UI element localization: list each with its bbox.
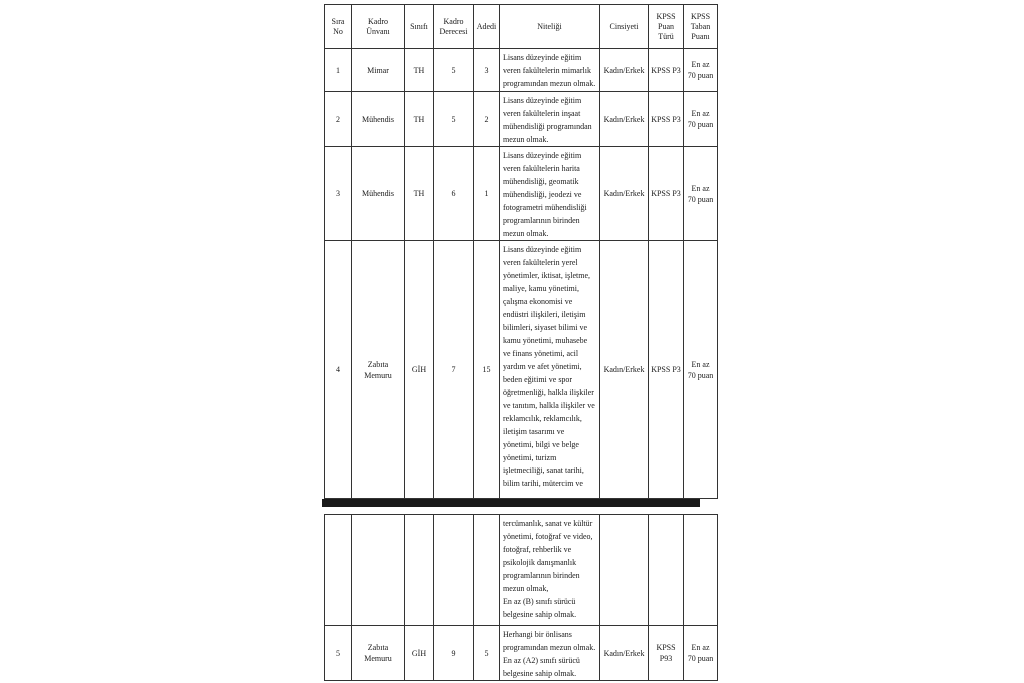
cell-sira-no: 1 (325, 49, 352, 92)
header-kpss-puan-turu: KPSS Puan Türü (649, 5, 684, 49)
cell-adedi: 3 (474, 49, 500, 92)
job-table-page-1 (324, 4, 718, 499)
header-sinifi: Sınıfı (405, 5, 434, 49)
cell-cinsiyeti: Kadın/Erkek (600, 92, 649, 147)
cell-adedi (474, 515, 500, 626)
cell-kpss-taban-puani (684, 515, 718, 626)
cell-niteligi: Herhangi bir önlisans programından mezun olmak. En az (A2) sınıfı sürücü belgesine sahip olmak. (500, 626, 600, 681)
cell-adedi: 5 (474, 626, 500, 681)
header-cinsiyeti: Cinsiyeti (600, 5, 649, 49)
cell-kadro-derecesi: 5 (434, 92, 474, 147)
cell-kpss-taban-puani: En az 70 puan (684, 49, 718, 92)
cell-sinifi: TH (405, 147, 434, 241)
table-row (325, 626, 718, 681)
header-sira-no: Sıra No (325, 5, 352, 49)
cell-kadro-derecesi: 9 (434, 626, 474, 681)
cell-kadro-unvani: Zabıta Memuru (352, 626, 405, 681)
cell-niteligi: Lisans düzeyinde eğitim veren fakültelerin harita mühendisliği, geomatik mühendisliği, jeodezi ve fotogrametri mühendisliği programlarının birinden mezun olmak. (500, 147, 600, 241)
cell-kadro-unvani: Zabıta Memuru (352, 241, 405, 499)
cell-kadro-unvani: Mimar (352, 49, 405, 92)
cell-niteligi: Lisans düzeyinde eğitim veren fakültelerin yerel yönetimler, iktisat, işletme, maliye, kamu yönetimi, çalışma ekonomisi ve endüstri ilişkileri, iletişim bilimleri, siyaset bilimi ve kamu yönetimi, muhasebe ve finans yönetimi, acil yardım ve afet yönetimi, beden eğitimi ve spor öğretmenliği, halkla ilişkiler ve tanıtım, halkla ilişkiler ve reklamcılık, reklamcılık, iletişim tasarımı ve yönetimi, bilgi ve belge yönetimi, turizm işletmeciliği, sanat tarihi, bilim tarihi, mütercim ve (500, 241, 600, 499)
cell-cinsiyeti: Kadın/Erkek (600, 49, 649, 92)
cell-sira-no: 2 (325, 92, 352, 147)
cell-cinsiyeti: Kadın/Erkek (600, 626, 649, 681)
cell-kpss-puan-turu: KPSS P3 (649, 92, 684, 147)
header-kpss-taban-puani: KPSS Taban Puanı (684, 5, 718, 49)
cell-niteligi: tercümanlık, sanat ve kültür yönetimi, fotoğraf ve video, fotoğraf, rehberlik ve psikolojik danışmanlık programlarının birinden mezun olmak, En az (B) sınıfı sürücü belgesine sahip olmak. (500, 515, 600, 626)
cell-niteligi: Lisans düzeyinde eğitim veren fakültelerin inşaat mühendisliği programından mezun olmak. (500, 92, 600, 147)
cell-kpss-taban-puani: En az 70 puan (684, 147, 718, 241)
cell-sira-no: 5 (325, 626, 352, 681)
cell-sinifi (405, 515, 434, 626)
cell-kpss-puan-turu (649, 515, 684, 626)
table-row (325, 241, 718, 499)
cell-kadro-derecesi: 5 (434, 49, 474, 92)
cell-cinsiyeti: Kadın/Erkek (600, 241, 649, 499)
header-adedi: Adedi (474, 5, 500, 49)
cell-kadro-unvani: Mühendis (352, 147, 405, 241)
table-row (325, 49, 718, 92)
header-kadro-derecesi: Kadro Derecesi (434, 5, 474, 49)
cell-cinsiyeti: Kadın/Erkek (600, 147, 649, 241)
cell-kpss-puan-turu: KPSS P3 (649, 49, 684, 92)
cell-adedi: 2 (474, 92, 500, 147)
cell-sinifi: TH (405, 92, 434, 147)
table-header-row (325, 5, 718, 49)
cell-adedi: 15 (474, 241, 500, 499)
cell-kpss-puan-turu: KPSS P3 (649, 241, 684, 499)
table-row (325, 147, 718, 241)
cell-adedi: 1 (474, 147, 500, 241)
cell-sira-no: 3 (325, 147, 352, 241)
cell-kpss-puan-turu: KPSS P3 (649, 147, 684, 241)
table-row (325, 92, 718, 147)
cell-sira-no: 4 (325, 241, 352, 499)
cell-sinifi: GİH (405, 241, 434, 499)
cell-kadro-unvani: Mühendis (352, 92, 405, 147)
cell-sinifi: TH (405, 49, 434, 92)
header-kadro-unvani: Kadro Ünvanı (352, 5, 405, 49)
cell-kpss-puan-turu: KPSS P93 (649, 626, 684, 681)
cell-cinsiyeti (600, 515, 649, 626)
header-niteligi: Niteliği (500, 5, 600, 49)
cell-kadro-derecesi: 6 (434, 147, 474, 241)
cell-kpss-taban-puani: En az 70 puan (684, 241, 718, 499)
cell-sinifi: GİH (405, 626, 434, 681)
cell-kadro-derecesi (434, 515, 474, 626)
job-table-page-2 (324, 514, 718, 681)
page-break-divider (322, 499, 700, 507)
cell-kadro-derecesi: 7 (434, 241, 474, 499)
cell-kpss-taban-puani: En az 70 puan (684, 626, 718, 681)
table-row-continued (325, 515, 718, 626)
cell-sira-no (325, 515, 352, 626)
cell-kpss-taban-puani: En az 70 puan (684, 92, 718, 147)
cell-niteligi: Lisans düzeyinde eğitim veren fakültelerin mimarlık programından mezun olmak. (500, 49, 600, 92)
cell-kadro-unvani (352, 515, 405, 626)
